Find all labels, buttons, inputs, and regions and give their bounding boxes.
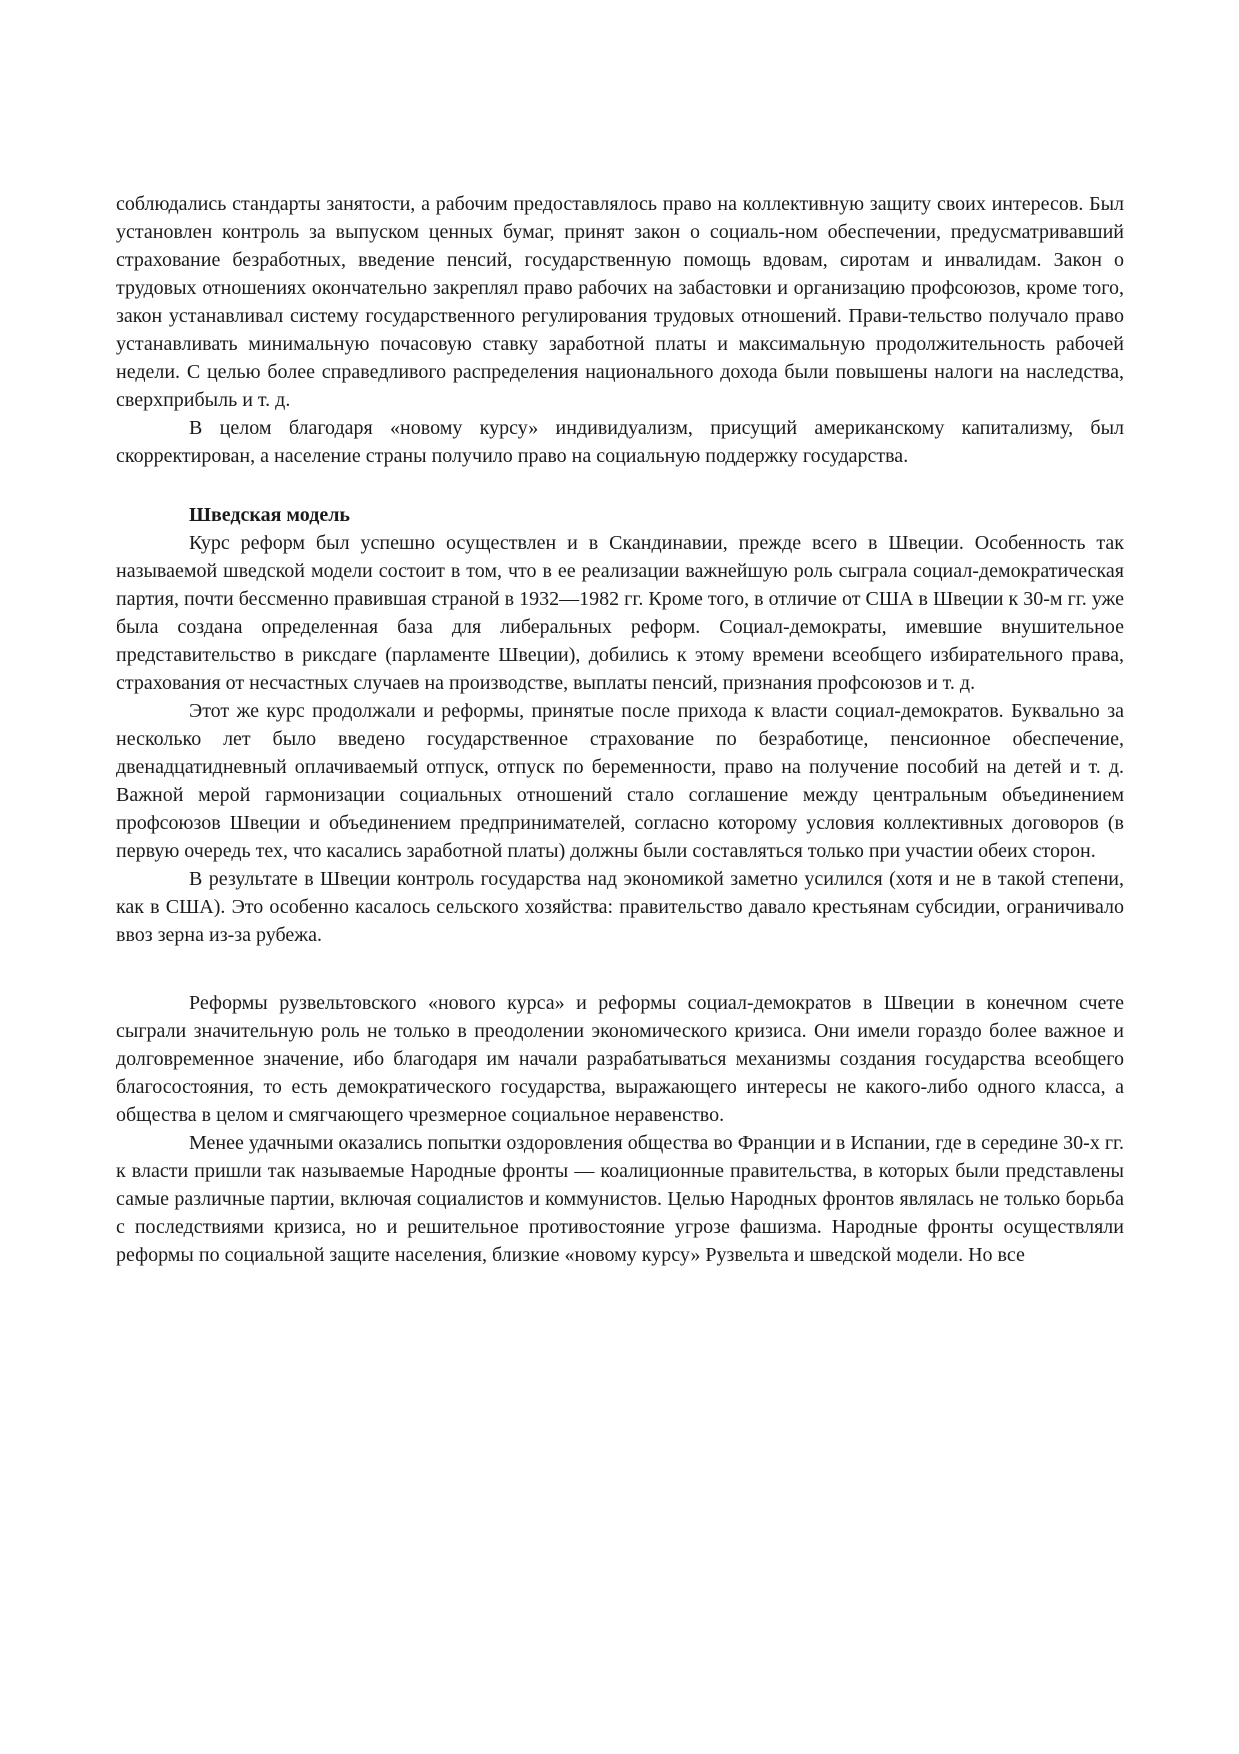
paragraph-swedish-model-intro: Курс реформ был успешно осуществлен и в Скандинавии, прежде всего в Швеции. Особенность так называемой шведской модели состоит в том, что в ее реализации важнейшую роль сыграла социал-демократическая партия, почти бессменно правившая страной в 1932—1982 гг. Кроме того, в отличие от США в Швеции к 30-м гг. уже была создана определенная база для либеральных реформ. Социал-демократы, имевшие внушительное представительство в риксдаге (парламенте Швеции), добились к этому времени всеобщего избирательного права, страхования от несчастных случаев на производстве, выплаты пенсий, признания профсоюзов и т. д. [116,532,1124,694]
document-page [116,190,1124,1269]
paragraph-swedish-results: В результате в Швеции контроль государства над экономикой заметно усилился (хотя и не в такой степени, как в США). Это особенно касалось сельского хозяйства: правительство давало крестьянам субсидии, ограничивало ввоз зерна из-за рубежа. [116,868,1124,946]
paragraph-swedish-reforms: Этот же курс продолжали и реформы, принятые после прихода к власти социал-демократов. Буквально за несколько лет было введено государственное страхование по безработице, пенсионное обеспечение, двенадцатидневный оплачиваемый отпуск, отпуск по беременности, право на получение пособий на детей и т. д. Важной мерой гармонизации социальных отношений стало соглашение между центральным объединением профсоюзов Швеции и объединением предпринимателей, согласно которому условия коллективных договоров (в первую очередь тех, что касались заработной платы) должны были составляться только при участии обеих сторон. [116,700,1124,862]
paragraph-popular-fronts: Менее удачными оказались попытки оздоровления общества во Франции и в Испании, где в середине 30-х гг. к власти пришли так называемые Народные фронты — коалиционные правительства, в которых были представлены самые различные партии, включая социалистов и коммунистов. Целью Народных фронтов являлась не только борьба с последствиями кризиса, но и решительное противостояние угрозе фашизма. Народные фронты осуществляли реформы по социальной защите населения, близкие «новому курсу» Рузвельта и шведской модели. Но все [116,1132,1124,1266]
paragraph-reforms-significance: Реформы рузвельтовского «нового курса» и реформы социал-демократов в Швеции в конечном счете сыграли значительную роль не только в преодолении экономического кризиса. Они имели гораздо более важное и долговременное значение, ибо благодаря им начали разрабатываться механизмы создания государства всеобщего благосостояния, то есть демократического государства, выражающего интересы не какого-либо одного класса, а общества в целом и смягчающего чрезмерное социальное неравенство. [116,992,1124,1126]
section-spacer [116,949,1124,989]
paragraph-new-deal-summary: В целом благодаря «новому курсу» индивидуализм, присущий американскому капитализму, был скорректирован, а население страны получило право на социальную поддержку государства. [116,417,1124,467]
section-heading: Шведская модель [189,504,350,526]
paragraph-new-deal-measures: соблюдались стандарты занятости, а рабочим предоставлялось право на коллективную защиту своих интересов. Был установлен контроль за выпуском ценных бумаг, принят закон о социаль-ном обеспечении, предусматривавший страхование безработных, введение пенсий, государственную помощь вдовам, сиротам и инвалидам. Закон о трудовых отношениях окончательно закреплял право рабочих на забастовки и организацию профсоюзов, кроме того, закон устанавливал систему государственного регулирования трудовых отношений. Прави-тельство получало право устанавливать минимальную почасовую ставку заработной платы и максимальную продолжительность рабочей недели. С целью более справедливого распределения национального дохода были повышены налоги на наследства, сверхприбыль и т. д. [116,193,1124,411]
